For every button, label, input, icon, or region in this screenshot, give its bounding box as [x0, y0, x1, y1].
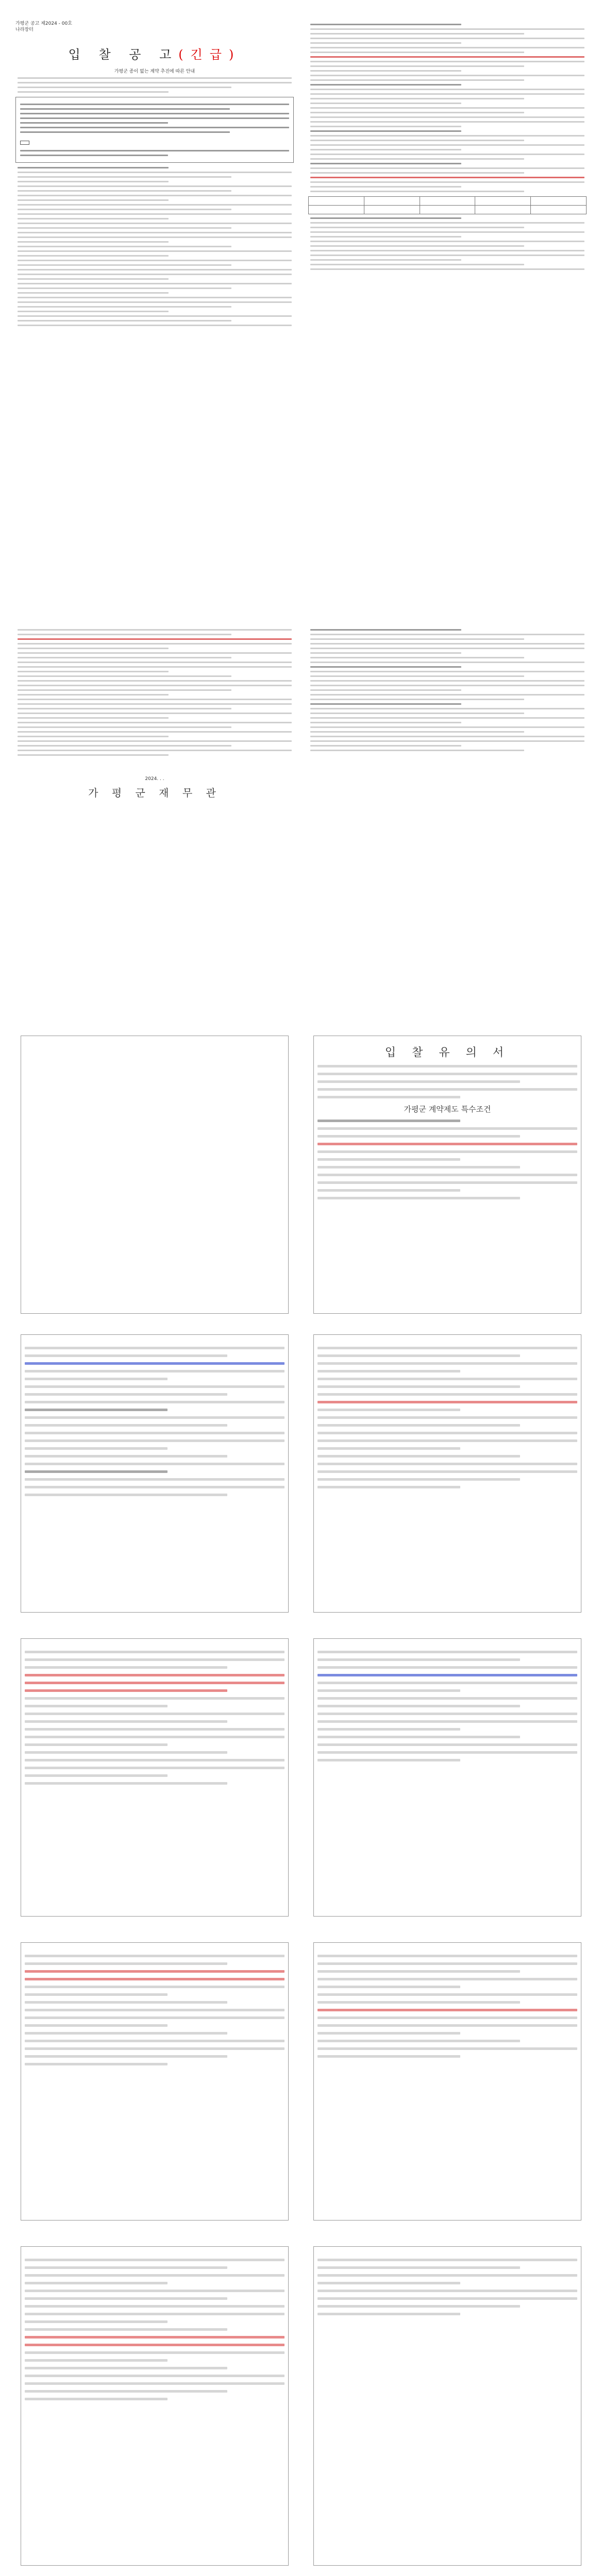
contract-page-g — [15, 2241, 294, 2571]
page-frame-2 — [313, 1036, 581, 1314]
title-text: 입 찰 공 고 — [68, 47, 179, 62]
contract-page-d — [308, 1633, 587, 1922]
contract-page-f — [308, 1937, 587, 2226]
contract-page-e — [15, 1937, 294, 2226]
schedule-table — [308, 196, 587, 214]
page-title — [15, 44, 294, 62]
notice-source: 나라장터 — [15, 27, 34, 32]
bid-instructions-page — [15, 1030, 294, 1319]
notice-stamp — [20, 141, 29, 145]
section-title: 입 찰 유 의 서 — [384, 1046, 510, 1059]
bid-notice-page — [15, 21, 294, 613]
bid-notice-page-2 — [308, 21, 587, 613]
bid-instructions-page-2 — [308, 1030, 587, 1319]
bid-notice-page-4 — [308, 626, 587, 1023]
notice-box — [15, 97, 294, 163]
contract-page-h — [308, 2241, 587, 2571]
contract-page-b — [308, 1329, 587, 1618]
conditions-list-2 — [308, 629, 587, 751]
page-frame — [21, 1036, 289, 1314]
conditions-list — [15, 629, 294, 756]
announcement-date: 2024. . . — [145, 776, 164, 782]
intro-paragraph — [15, 77, 294, 93]
terms-list-3 — [308, 217, 587, 270]
title-urgent: (긴급) — [178, 47, 241, 62]
issuer-name: 가 평 군 재 무 관 — [88, 787, 221, 799]
terms-list — [15, 167, 294, 326]
contract-page-a — [15, 1329, 294, 1618]
section-subtitle: 가평군 계약제도 특수조건 — [404, 1105, 491, 1114]
page-subtitle: 가평군 종이 없는 계약 추진에 따른 안내 — [114, 69, 195, 74]
contract-page-c — [15, 1633, 294, 1922]
bid-notice-page-3 — [15, 626, 294, 1023]
signature-block — [15, 776, 294, 800]
terms-list-2 — [308, 24, 587, 192]
notice-number: 가평군 공고 제2024 - 00호 — [15, 21, 72, 26]
